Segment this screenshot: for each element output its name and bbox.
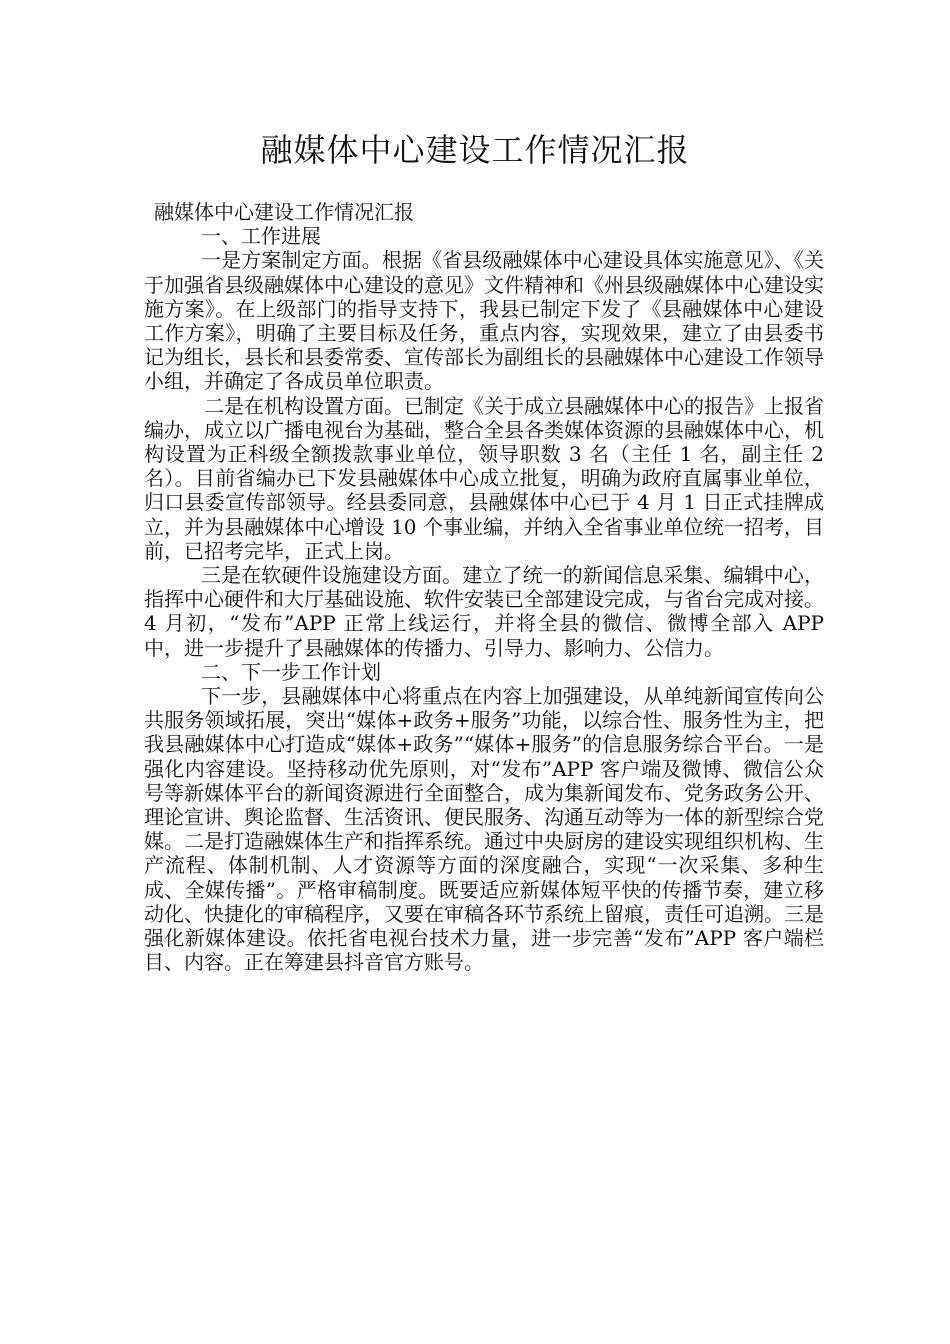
paragraph-next-steps: 下一步，县融媒体中心将重点在内容上加强建设，从单纯新闻宣传向公共服务领域拓展，突出“媒体+政务+服务”功能，以综合性、服务性为主，把我县融媒体中心打造成“媒体+政务”“媒体+服务”的信息服务综合平台。一是强化内容建设。坚持移动优先原则，对“发布”APP 客户端及微博、微信公众号等新媒体平台的新闻资源进行全面整合，成为集新闻发布、党务政务公开、理论宣讲、舆论监督、生活资讯、便民服务、沟通互动等为一体的新型综合党媒。二是打造融媒体生产和指挥系统。通过中央厨房的建设实现组织机构、生产流程、体制机制、人才资源等方面的深度融合，实现“一次采集、多种生成、全媒传播”。严格审稿制度。既要适应新媒体短平快的传播节奏，建立移动化、快捷化的审稿程序，又要在审稿各环节系统上留痕，责任可追溯。三是强化新媒体建设。依托省电视台技术力量，进一步完善“发布”APP 客户端栏目、内容。正在筹建县抖音官方账号。 (144, 684, 824, 975)
paragraph-plan-formulation: 一是方案制定方面。根据《省县级融媒体中心建设具体实施意见》、《关于加强省县级融媒体中心建设的意见》文件精神和《州县级融媒体中心建设实施方案》。在上级部门的指导支持下，我县已制定下发了《县融媒体中心建设工作方案》，明确了主要目标及任务，重点内容，实现效果，建立了由县委书记为组长，县长和县委常委、宣传部长为副组长的县融媒体中心建设工作领导小组，并确定了各成员单位职责。 (144, 248, 824, 394)
document-subtitle: 融媒体中心建设工作情况汇报 (154, 200, 414, 224)
section-heading-progress: 一、工作进展 (201, 224, 321, 249)
paragraph-institution-setup: 二是在机构设置方面。已制定《关于成立县融媒体中心的报告》上报省编办，成立以广播电视台为基础，整合全县各类媒体资源的县融媒体中心，机构设置为正科级全额拨款事业单位，领导职数 3 名（主任 1 名，副主任 2 名）。目前省编办已下发县融媒体中心成立批复，明确为政府直属事业单位，归口县委宣传部领导。经县委同意，县融媒体中心已于 4 月 1 日正式挂牌成立，并为县融媒体中心增设 10 个事业编，并纳入全省事业单位统一招考，目前，已招考完毕，正式上岗。 (144, 393, 824, 563)
section-heading-next-steps: 二、下一步工作计划 (201, 659, 381, 684)
paragraph-facilities: 三是在软硬件设施建设方面。建立了统一的新闻信息采集、编辑中心，指挥中心硬件和大厅基础设施、软件安装已全部建设完成，与省台完成对接。4 月初，“发布”APP 正常上线运行，并将全县的微信、微博全部入 APP 中，进一步提升了县融媒体的传播力、引导力、影响力、公信力。 (144, 563, 824, 660)
document-title: 融媒体中心建设工作情况汇报 (260, 131, 690, 169)
document-body (144, 200, 824, 975)
